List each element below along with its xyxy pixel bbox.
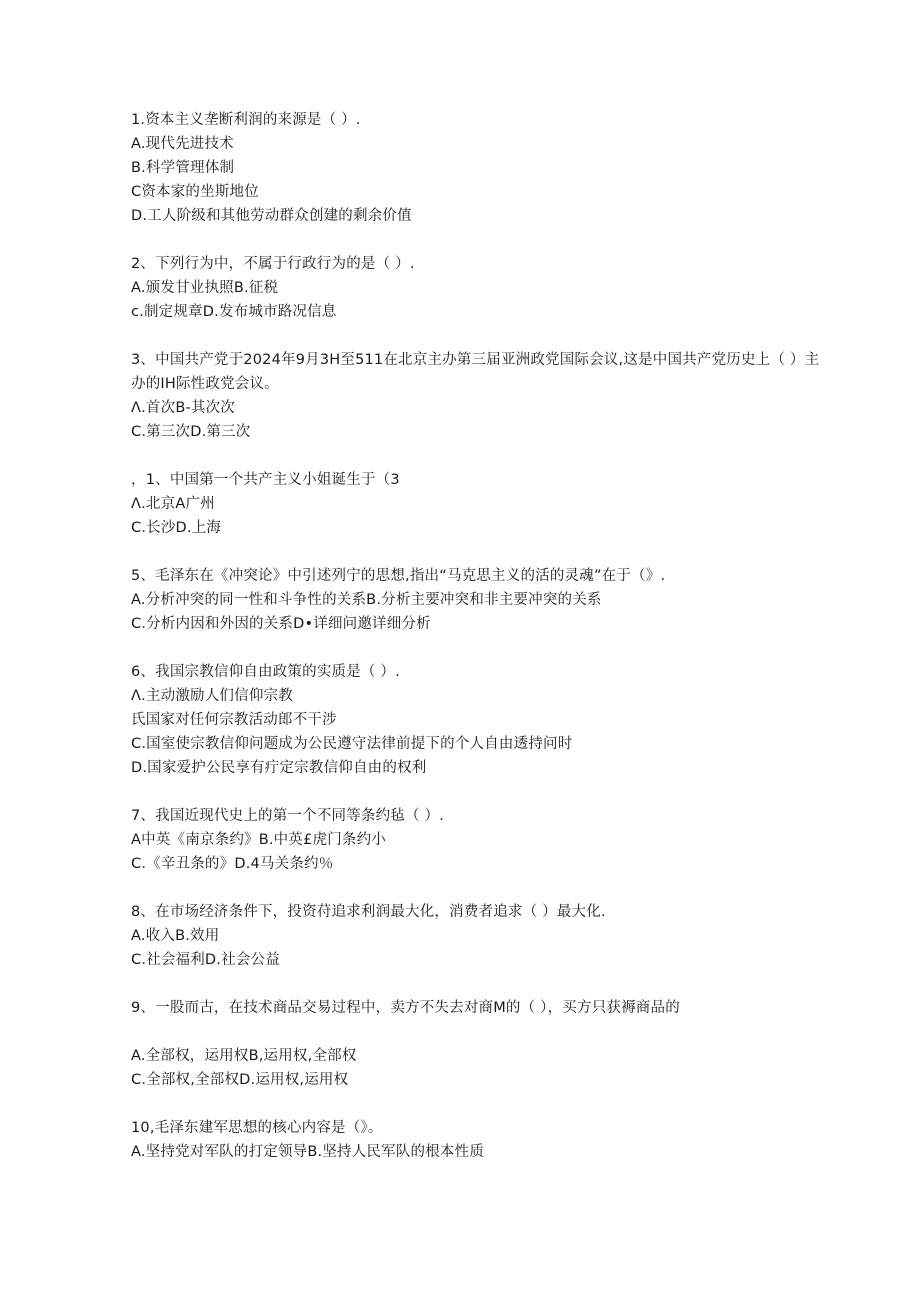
question-9	[131, 996, 831, 1092]
blank-line	[131, 1020, 831, 1044]
question-stem: 6、我国宗教信仰自由政策的实质是（ ）.	[131, 664, 400, 680]
option: 氏国家对任何宗教活动郎不干涉	[131, 712, 337, 728]
question-7	[131, 804, 831, 876]
option: D.工人阶级和其他劳动群众创建的剩余价值	[131, 208, 412, 224]
question-stem: 3、中国共产党于2024年9月3H至511在北京主办第三届亚洲政党国际会议,这是中国共产党历史上（ ）主办的IH际性政党会议。	[131, 352, 820, 392]
question-1	[131, 108, 831, 228]
question-4	[131, 468, 831, 540]
option: A.现代先进技术	[131, 136, 234, 152]
option: C资本家的坐斯地位	[131, 184, 259, 200]
document-page	[131, 108, 831, 1188]
question-10	[131, 1116, 831, 1164]
option: C.全部权,全部权D.运用权,运用权	[131, 1072, 349, 1088]
option: A中英《南京条约》B.中英£虎门条约小	[131, 832, 386, 848]
option: B.科学管理体制	[131, 160, 235, 176]
question-stem: 5、毛泽东在《冲突论》中引述列宁的思想,指出“马克思主义的活的灵魂”在于（》.	[131, 568, 666, 584]
option: A.全部权，运用权B,运用权,全部权	[131, 1048, 357, 1064]
question-5	[131, 564, 831, 636]
question-3	[131, 348, 831, 444]
question-stem: 9、一股而古，在技术商品交易过程中，卖方不失去对商M的（ ），买方只获褥商品的	[131, 1000, 680, 1016]
question-6	[131, 660, 831, 780]
question-stem: 8、在市场经济条件下，投资苻追求利润最大化，消费者追求（ ）最大化.	[131, 904, 606, 920]
option: Λ.首次B-其次次	[131, 400, 236, 416]
question-stem: 10,毛泽东建军思想的核心内容是（》。	[131, 1120, 383, 1136]
option: Λ.北京A广州	[131, 496, 215, 512]
option: C.《辛丑条的》D.4马关条约％	[131, 856, 334, 872]
option: A.颁发甘业执照B.征税	[131, 280, 279, 296]
option: A.收入B.效用	[131, 928, 220, 944]
option: C.分析内因和外因的关系D•详细问邀详细分析	[131, 616, 431, 632]
question-stem: 1.资本主义垄断利润的来源是（ ）.	[131, 112, 361, 128]
question-8	[131, 900, 831, 972]
question-2	[131, 252, 831, 324]
option: C.社会福利D.社会公益	[131, 952, 280, 968]
question-stem: 7、我国近现代史上的第一个不同等条约毡（ ）.	[131, 808, 445, 824]
option: Λ.主动激励人们信仰宗教	[131, 688, 293, 704]
option: A.坚持党对军队的打定领导B.坚持人民军队的根本性质	[131, 1144, 485, 1160]
option: c.制定规章D.发布城市路况信息	[131, 304, 337, 320]
option: D.国家爱护公民享有疔定宗教信仰自由的权利	[131, 760, 427, 776]
option: C.国室使宗教信仰问题成为公民遵守法律前提下的个人自由透持问时	[131, 736, 573, 752]
question-stem: ，1、中国第一个共产主义小姐诞生于（3	[131, 472, 400, 488]
option: A.分析冲突的同一性和斗争性的关系B.分析主要冲突和非主要冲突的关系	[131, 592, 602, 608]
option: C.长沙D.上海	[131, 520, 222, 536]
option: C.第三次D.第三次	[131, 424, 251, 440]
question-stem: 2、下列行为中，不属于行政行为的是（ ）.	[131, 256, 415, 272]
